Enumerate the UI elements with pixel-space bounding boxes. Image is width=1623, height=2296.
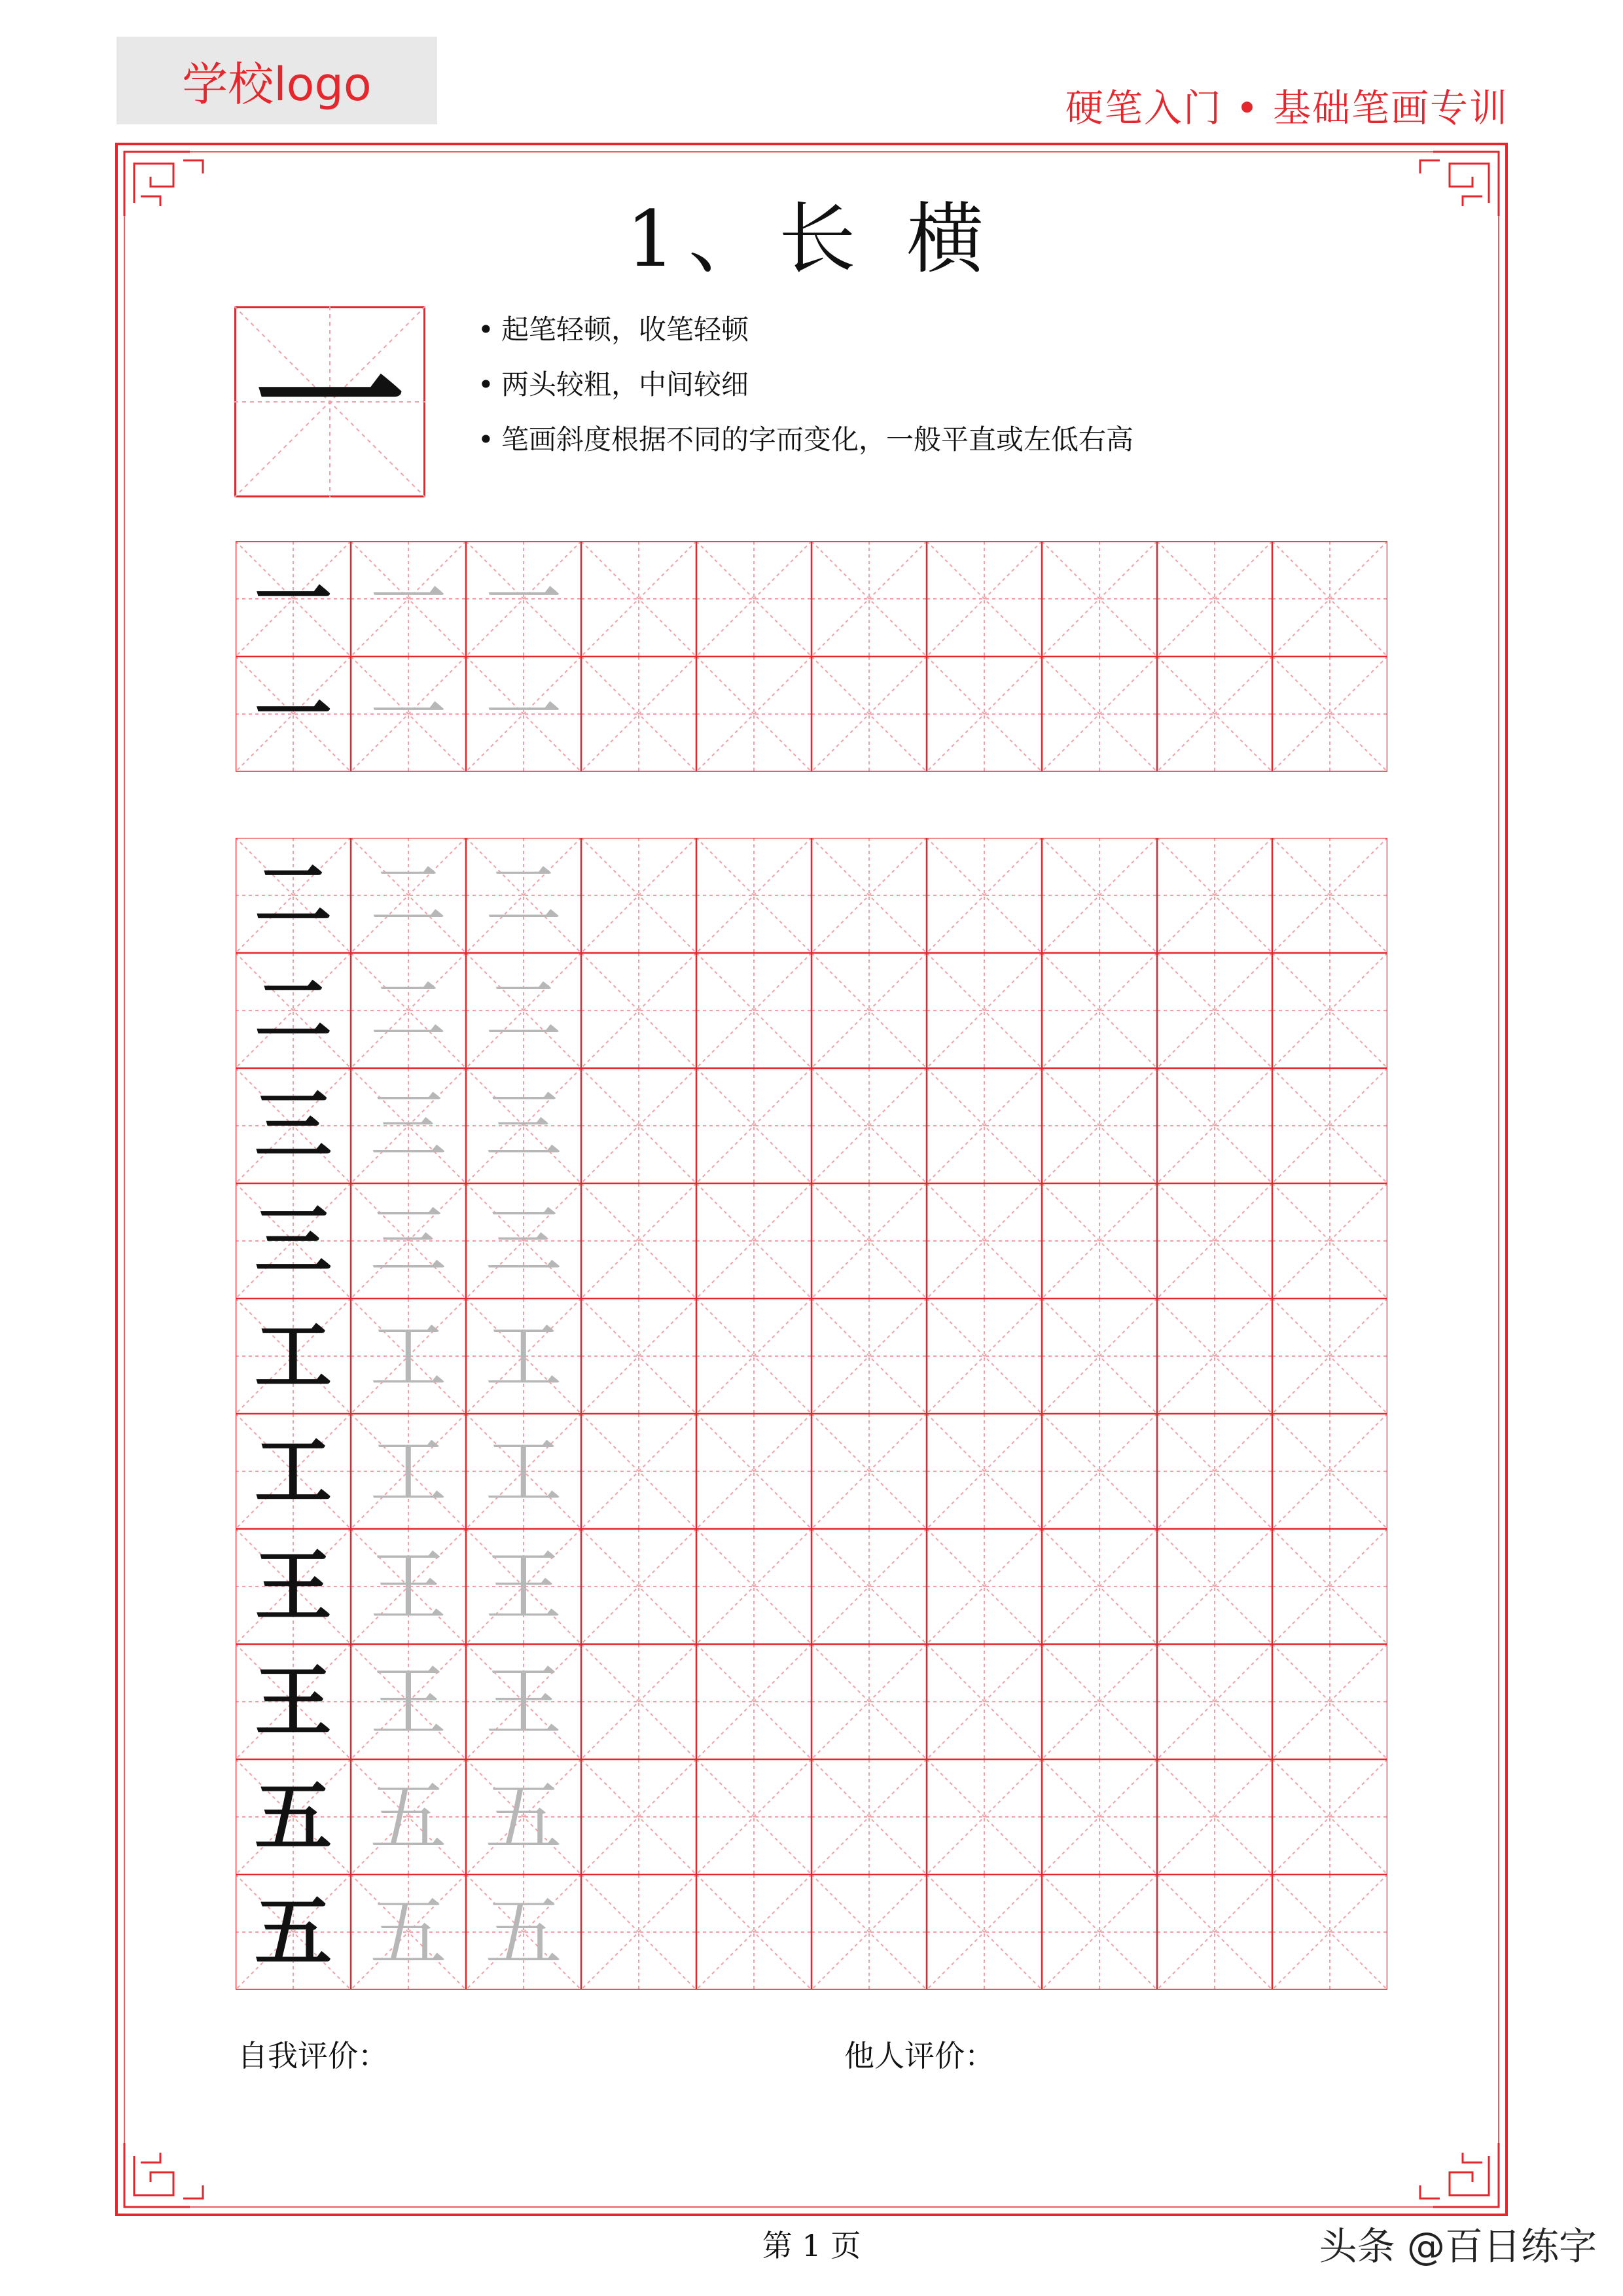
trace-char: 王 [369,1541,447,1632]
tip-item: • 笔画斜度根据不同的字而变化，一般平直或左低右高 [478,423,1134,456]
model-char: 王 [254,1541,332,1632]
trace-char: 工 [369,1426,447,1516]
trace-char: 一 [484,554,562,644]
model-char: 王 [254,1656,332,1747]
trace-char: 五 [484,1772,562,1862]
model-char: 工 [254,1426,332,1516]
trace-char: 王 [484,1657,562,1747]
trace-char: 一 [369,669,447,759]
demo-stroke-char: 一 [254,314,405,490]
model-char: 二 [254,850,332,941]
peer-evaluation-label: 他人评价： [844,2038,995,2073]
self-evaluation-label: 自我评价： [238,2038,388,2073]
tip-item: • 两头较粗，中间较细 [478,368,749,401]
series-title: 硬笔入门 • 基础笔画专训 [1065,86,1508,130]
trace-char: 工 [369,1311,447,1401]
demo-mizi-cell [234,306,425,497]
trace-char: 二 [484,850,562,941]
trace-char: 三 [484,1196,562,1286]
trace-char: 三 [369,1196,447,1286]
trace-char: 二 [369,965,447,1056]
trace-char: 二 [484,965,562,1056]
lesson-title: 1、长 横 [626,194,997,284]
trace-char: 王 [484,1541,562,1632]
watermark-text: 头条 @百日练字 [1319,2224,1597,2269]
model-char: 三 [254,1195,332,1286]
school-logo-text: 学校logo [182,57,372,111]
tip-item: • 起笔轻顿，收笔轻顿 [478,314,749,346]
trace-char: 五 [369,1772,447,1862]
trace-char: 五 [369,1887,447,1977]
stroke-tips [478,302,1133,467]
trace-char: 一 [369,554,447,644]
trace-char: 王 [369,1657,447,1747]
page-number: 第 1 页 [762,2228,861,2263]
trace-char: 一 [484,669,562,759]
trace-char: 三 [484,1081,562,1171]
model-char: 三 [254,1080,332,1171]
trace-char: 工 [484,1426,562,1516]
model-char: 五 [254,1771,332,1862]
model-char: 一 [254,553,332,644]
model-char: 五 [254,1886,332,1977]
trace-char: 五 [484,1887,562,1977]
trace-char: 工 [484,1311,562,1401]
practice-grid-main [236,838,1387,1990]
practice-grid-top [236,541,1387,772]
trace-char: 二 [369,850,447,941]
model-char: 二 [254,965,332,1056]
model-char: 工 [254,1310,332,1401]
trace-char: 三 [369,1081,447,1171]
model-char: 一 [254,668,332,759]
